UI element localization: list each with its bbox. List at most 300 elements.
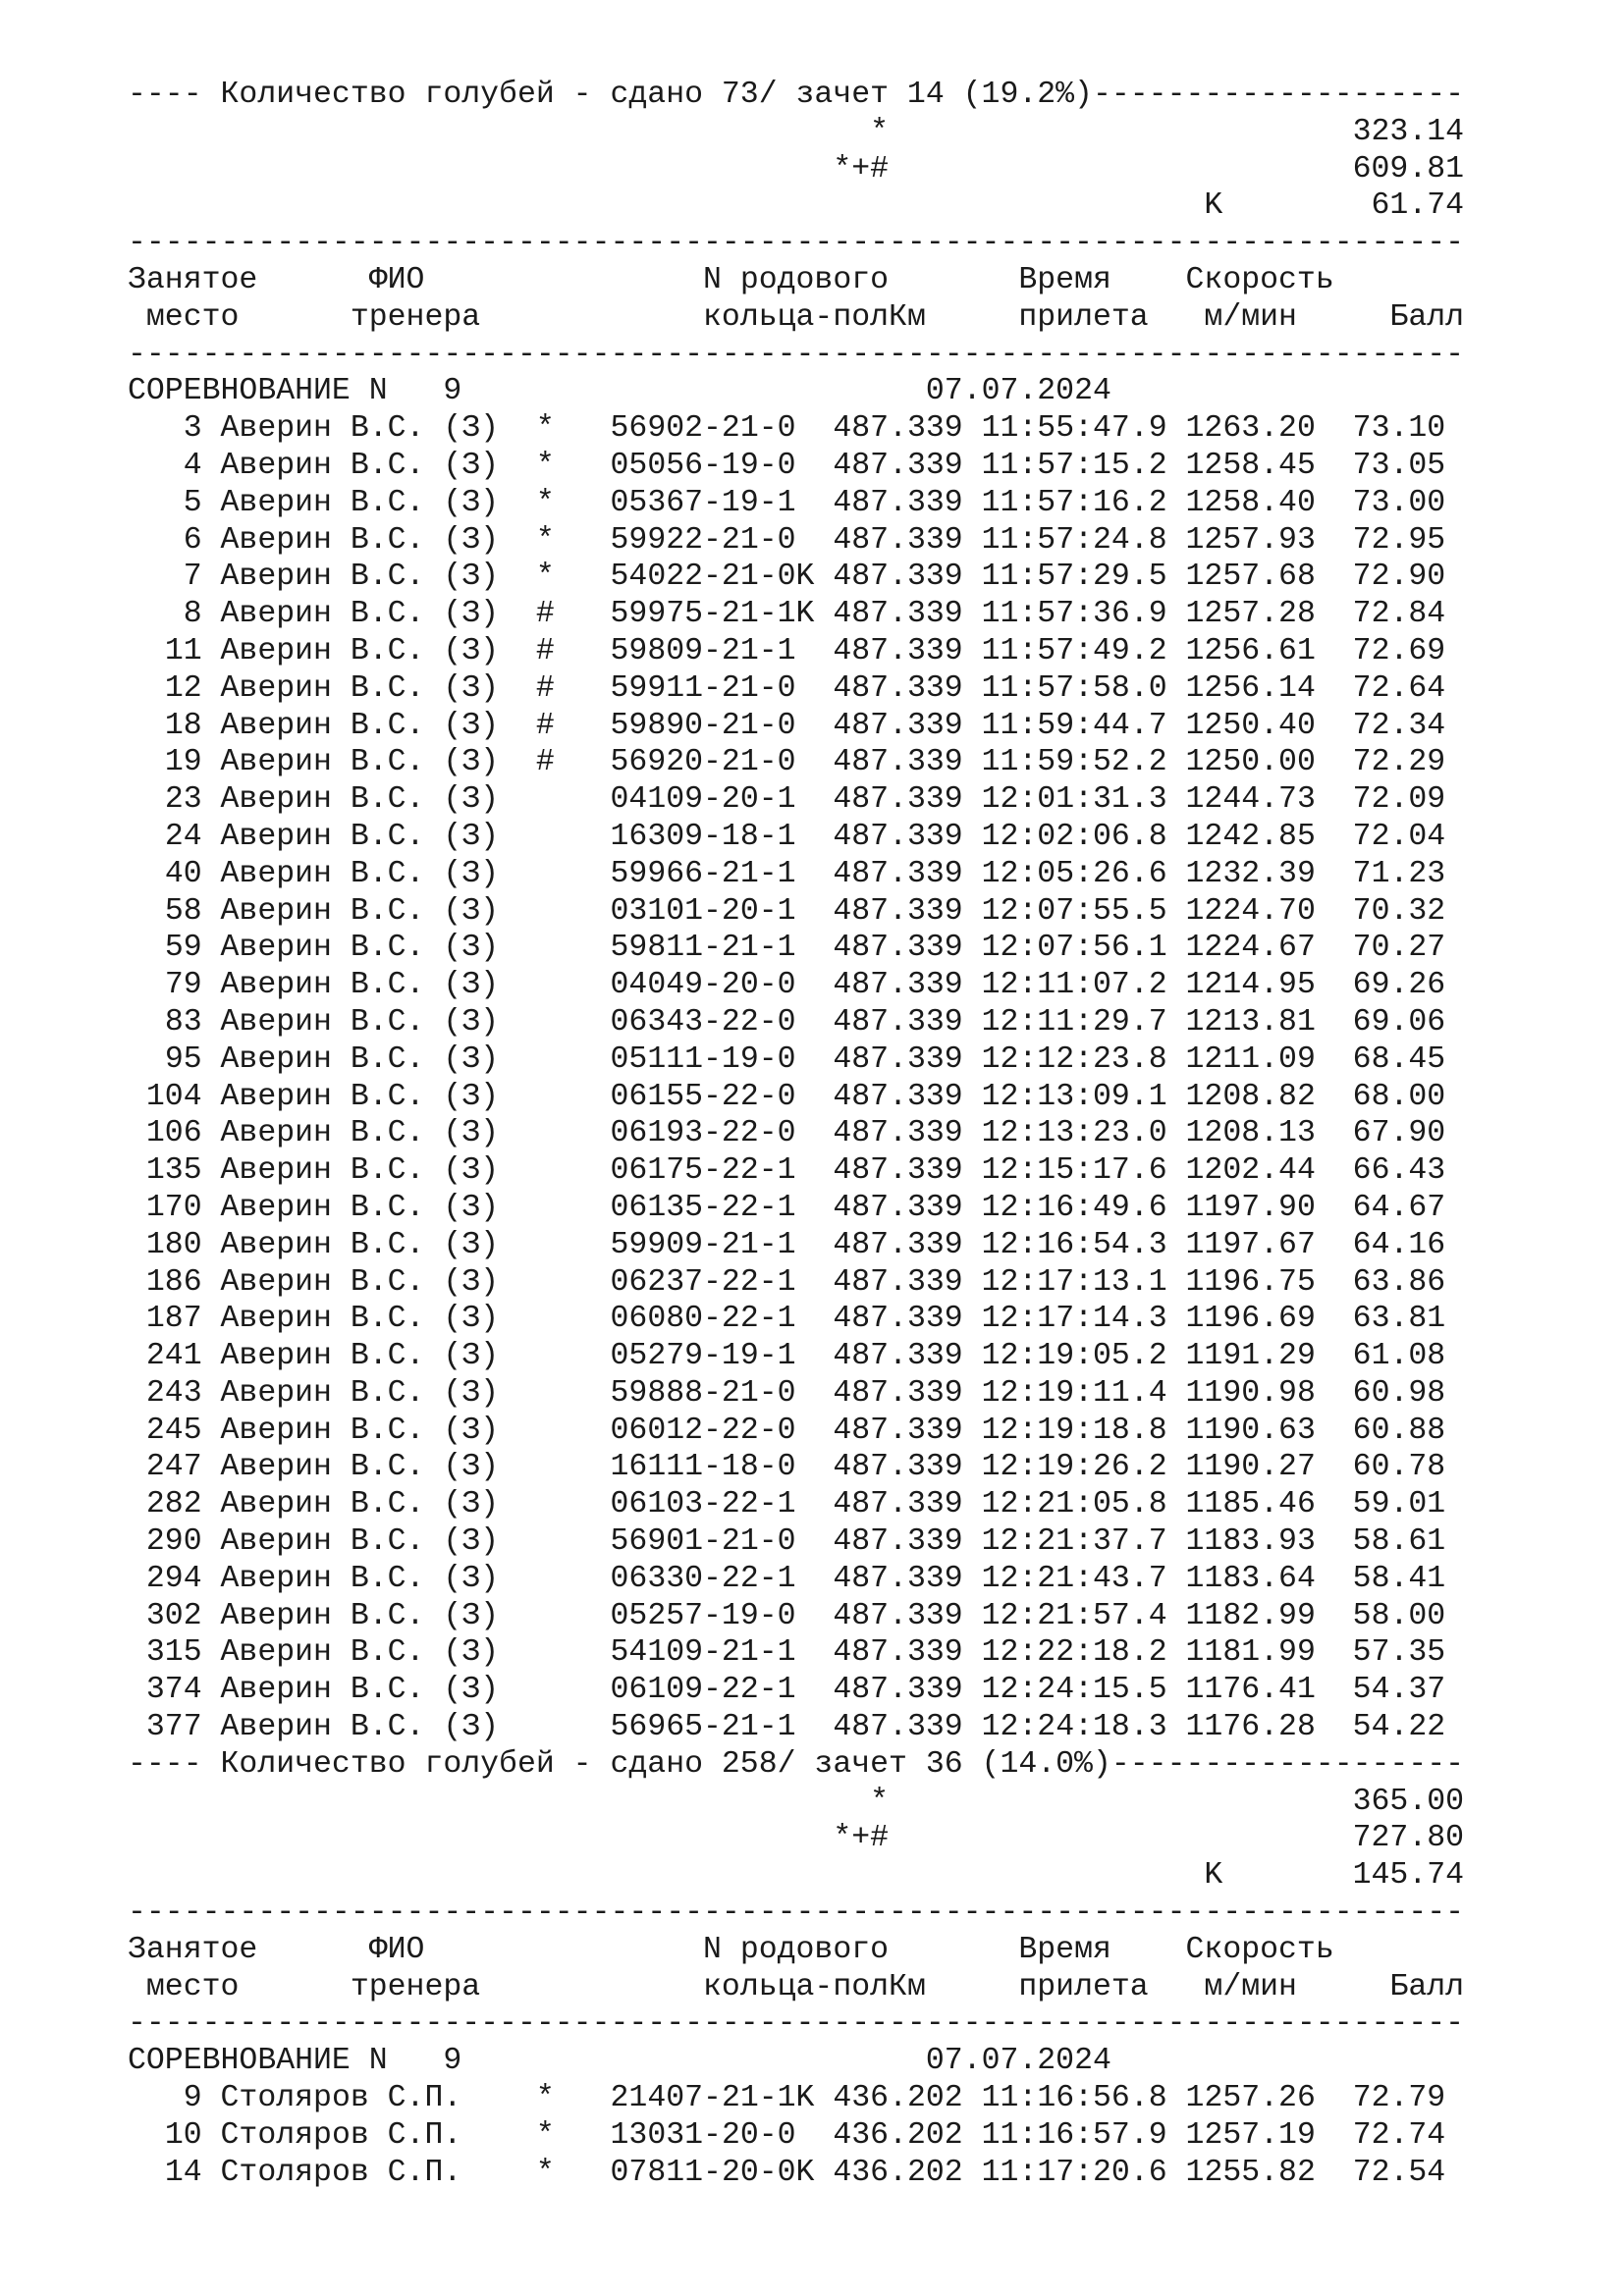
place-cell: 243 xyxy=(145,1375,202,1411)
score-cell: 72.69 xyxy=(1352,633,1446,668)
ring-cell: 06237-22-1 xyxy=(610,1264,796,1300)
table-row xyxy=(128,448,1464,485)
speed-cell: 1255.82 xyxy=(1185,2155,1316,2190)
table-row xyxy=(128,744,1464,781)
ring-cell: 03101-20-1 xyxy=(610,893,796,929)
arrival-time-cell: 11:57:49.2 xyxy=(981,633,1167,668)
speed-cell: 1257.26 xyxy=(1185,2081,1316,2116)
table-row xyxy=(128,1561,1464,1598)
score-cell: 72.04 xyxy=(1352,819,1446,854)
score-cell: 70.27 xyxy=(1352,931,1446,966)
arrival-time-cell: 12:15:17.6 xyxy=(981,1153,1167,1189)
km-cell: 487.339 xyxy=(833,1264,963,1300)
divider: ------------------------------------------------------------------------ xyxy=(128,226,1465,261)
trainer-name-cell: Аверин В.С. (З) xyxy=(220,1339,500,1374)
score-cell: 72.64 xyxy=(1352,670,1446,706)
table-row xyxy=(128,856,1464,893)
km-cell: 487.339 xyxy=(833,1153,963,1189)
table-row xyxy=(128,410,1464,448)
speed-cell: 1183.64 xyxy=(1185,1561,1316,1596)
ring-cell: 56965-21-1 xyxy=(610,1710,796,1745)
table-row xyxy=(128,893,1464,931)
score-cell: 72.74 xyxy=(1352,2117,1446,2153)
trainer-name-cell: Аверин В.С. (З) xyxy=(220,522,500,558)
total-value: 727.80 xyxy=(1352,1821,1465,1856)
place-cell: 4 xyxy=(183,448,202,483)
place-cell: 135 xyxy=(145,1153,202,1189)
arrival-time-cell: 12:17:13.1 xyxy=(981,1264,1167,1300)
arrival-time-cell: 11:16:57.9 xyxy=(981,2117,1167,2153)
total-mark: * xyxy=(870,1784,890,1819)
arrival-time-cell: 12:05:26.6 xyxy=(981,856,1167,891)
arrival-time-cell: 12:21:57.4 xyxy=(981,1598,1167,1633)
trainer-name-cell: Аверин В.С. (З) xyxy=(220,670,500,706)
competition-label: СОРЕВНОВАНИЕ N xyxy=(128,374,388,409)
place-cell: 104 xyxy=(145,1079,202,1114)
ring-cell: 59922-21-0 xyxy=(610,522,796,558)
col-ring-header-2: кольца-пол xyxy=(703,299,890,335)
table-row xyxy=(128,1004,1464,1041)
score-cell: 63.81 xyxy=(1352,1302,1446,1337)
trainer-name-cell: Столяров С.П. xyxy=(220,2117,462,2153)
table-row xyxy=(128,670,1464,708)
speed-cell: 1256.14 xyxy=(1185,670,1316,706)
col-time-header-2: прилета xyxy=(1018,299,1149,335)
arrival-time-cell: 12:19:26.2 xyxy=(981,1450,1167,1485)
km-cell: 487.339 xyxy=(833,819,963,854)
table-row xyxy=(128,2117,1464,2155)
trainer-name-cell: Аверин В.С. (З) xyxy=(220,1264,500,1300)
header-row-1 xyxy=(128,1932,1464,1969)
table-row xyxy=(128,1264,1464,1302)
col-time-header: Время xyxy=(1018,1932,1111,1967)
arrival-time-cell: 12:21:37.7 xyxy=(981,1524,1167,1560)
speed-cell: 1257.93 xyxy=(1185,522,1316,558)
pigeon-count-text: ---- Количество голубей - сдано 73/ зачет 14 (19.2%)-------------------- xyxy=(128,78,1465,112)
km-cell: 487.339 xyxy=(833,1190,963,1225)
trainer-name-cell: Аверин В.С. (З) xyxy=(220,1524,500,1560)
score-cell: 64.16 xyxy=(1352,1227,1446,1262)
km-cell: 487.339 xyxy=(833,893,963,929)
col-name-header: ФИО xyxy=(368,1932,425,1967)
speed-cell: 1211.09 xyxy=(1185,1041,1316,1077)
score-cell: 60.88 xyxy=(1352,1413,1446,1448)
col-ring-header-2: кольца-пол xyxy=(703,1969,890,2004)
place-cell: 241 xyxy=(145,1339,202,1374)
arrival-time-cell: 12:21:05.8 xyxy=(981,1487,1167,1522)
arrival-time-cell: 11:57:29.5 xyxy=(981,560,1167,595)
ring-cell: 59966-21-1 xyxy=(610,856,796,891)
total-mark: *+# xyxy=(833,1821,890,1856)
km-cell: 487.339 xyxy=(833,1227,963,1262)
score-cell: 72.29 xyxy=(1352,745,1446,780)
score-cell: 58.00 xyxy=(1352,1598,1446,1633)
trainer-name-cell: Аверин В.С. (З) xyxy=(220,1413,500,1448)
km-cell: 487.339 xyxy=(833,1524,963,1560)
arrival-time-cell: 12:19:11.4 xyxy=(981,1375,1167,1411)
mark-cell: * xyxy=(535,485,555,520)
place-cell: 315 xyxy=(145,1635,202,1671)
place-cell: 79 xyxy=(164,968,202,1003)
trainer-name-cell: Аверин В.С. (З) xyxy=(220,1673,500,1708)
arrival-time-cell: 12:12:23.8 xyxy=(981,1041,1167,1077)
arrival-time-cell: 12:22:18.2 xyxy=(981,1635,1167,1671)
ring-cell: 56920-21-0 xyxy=(610,745,796,780)
mark-cell: * xyxy=(535,411,555,447)
km-cell: 487.339 xyxy=(833,670,963,706)
speed-cell: 1196.75 xyxy=(1185,1264,1316,1300)
ring-cell: 06330-22-1 xyxy=(610,1561,796,1596)
ring-cell: 06175-22-1 xyxy=(610,1153,796,1189)
km-cell: 487.339 xyxy=(833,782,963,818)
arrival-time-cell: 12:13:23.0 xyxy=(981,1116,1167,1151)
score-cell: 58.41 xyxy=(1352,1561,1446,1596)
col-time-header-2: прилета xyxy=(1018,1969,1149,2004)
trainer-name-cell: Аверин В.С. (З) xyxy=(220,1116,500,1151)
divider-line xyxy=(128,337,1464,374)
total-mark: K xyxy=(1204,1858,1223,1894)
col-km-header: Км xyxy=(889,299,926,335)
ring-cell: 05056-19-0 xyxy=(610,448,796,483)
ring-cell: 16111-18-0 xyxy=(610,1450,796,1485)
col-km-header: Км xyxy=(889,1969,926,2004)
speed-cell: 1224.70 xyxy=(1185,893,1316,929)
arrival-time-cell: 11:16:56.8 xyxy=(981,2081,1167,2116)
header-row-2 xyxy=(128,1969,1464,2006)
speed-cell: 1257.28 xyxy=(1185,597,1316,632)
table-row xyxy=(128,559,1464,596)
speed-cell: 1208.82 xyxy=(1185,1079,1316,1114)
km-cell: 487.339 xyxy=(833,1375,963,1411)
divider: ------------------------------------------------------------------------ xyxy=(128,2006,1465,2042)
total-line xyxy=(128,187,1464,225)
col-speed-header: Скорость xyxy=(1185,1932,1334,1967)
speed-cell: 1185.46 xyxy=(1185,1487,1316,1522)
ring-cell: 04109-20-1 xyxy=(610,782,796,818)
ring-cell: 06109-22-1 xyxy=(610,1673,796,1708)
score-cell: 57.35 xyxy=(1352,1635,1446,1671)
col-place-header-2: место xyxy=(145,1969,240,2004)
results-printout xyxy=(128,77,1464,2191)
total-line xyxy=(128,1784,1464,1821)
ring-cell: 04049-20-0 xyxy=(610,968,796,1003)
km-cell: 487.339 xyxy=(833,411,963,447)
arrival-time-cell: 12:16:54.3 xyxy=(981,1227,1167,1262)
arrival-time-cell: 12:02:06.8 xyxy=(981,819,1167,854)
speed-cell: 1242.85 xyxy=(1185,819,1316,854)
table-row xyxy=(128,1338,1464,1375)
ring-cell: 21407-21-1K xyxy=(610,2081,815,2116)
ring-cell: 59888-21-0 xyxy=(610,1375,796,1411)
km-cell: 487.339 xyxy=(833,597,963,632)
score-cell: 72.95 xyxy=(1352,522,1446,558)
km-cell: 487.339 xyxy=(833,448,963,483)
place-cell: 95 xyxy=(164,1041,202,1077)
trainer-name-cell: Аверин В.С. (З) xyxy=(220,856,500,891)
place-cell: 374 xyxy=(145,1673,202,1708)
col-name-header-2: тренера xyxy=(350,1969,481,2004)
km-cell: 487.339 xyxy=(833,708,963,743)
place-cell: 14 xyxy=(164,2155,202,2190)
score-cell: 72.90 xyxy=(1352,560,1446,595)
place-cell: 187 xyxy=(145,1302,202,1337)
km-cell: 487.339 xyxy=(833,1079,963,1114)
score-cell: 72.54 xyxy=(1352,2155,1446,2190)
trainer-name-cell: Аверин В.С. (З) xyxy=(220,1487,500,1522)
ring-cell: 06193-22-0 xyxy=(610,1116,796,1151)
trainer-name-cell: Аверин В.С. (З) xyxy=(220,1041,500,1077)
speed-cell: 1190.27 xyxy=(1185,1450,1316,1485)
divider-line xyxy=(128,1895,1464,1932)
speed-cell: 1208.13 xyxy=(1185,1116,1316,1151)
trainer-name-cell: Аверин В.С. (З) xyxy=(220,1004,500,1040)
table-row xyxy=(128,930,1464,967)
speed-cell: 1256.61 xyxy=(1185,633,1316,668)
trainer-name-cell: Аверин В.С. (З) xyxy=(220,1190,500,1225)
table-row xyxy=(128,1152,1464,1190)
total-value: 365.00 xyxy=(1352,1784,1465,1819)
mark-cell: * xyxy=(535,560,555,595)
table-row xyxy=(128,1598,1464,1635)
arrival-time-cell: 12:07:55.5 xyxy=(981,893,1167,929)
place-cell: 170 xyxy=(145,1190,202,1225)
speed-cell: 1196.69 xyxy=(1185,1302,1316,1337)
table-row xyxy=(128,1375,1464,1413)
competition-label: СОРЕВНОВАНИЕ N xyxy=(128,2044,388,2079)
trainer-name-cell: Аверин В.С. (З) xyxy=(220,633,500,668)
competition-line xyxy=(128,2043,1464,2080)
speed-cell: 1183.93 xyxy=(1185,1524,1316,1560)
km-cell: 487.339 xyxy=(833,1710,963,1745)
total-value: 609.81 xyxy=(1352,151,1465,187)
arrival-time-cell: 12:11:07.2 xyxy=(981,968,1167,1003)
speed-cell: 1191.29 xyxy=(1185,1339,1316,1374)
score-cell: 61.08 xyxy=(1352,1339,1446,1374)
total-line xyxy=(128,1857,1464,1895)
header-row-2 xyxy=(128,299,1464,337)
trainer-name-cell: Аверин В.С. (З) xyxy=(220,411,500,447)
arrival-time-cell: 12:13:09.1 xyxy=(981,1079,1167,1114)
km-cell: 487.339 xyxy=(833,968,963,1003)
table-row xyxy=(128,1449,1464,1486)
place-cell: 6 xyxy=(183,522,202,558)
col-ring-header: N родового xyxy=(703,1932,890,1967)
competition-line xyxy=(128,373,1464,410)
score-cell: 59.01 xyxy=(1352,1487,1446,1522)
arrival-time-cell: 12:19:18.8 xyxy=(981,1413,1167,1448)
total-mark: K xyxy=(1204,188,1223,224)
col-speed-header: Скорость xyxy=(1185,262,1334,297)
place-cell: 12 xyxy=(164,670,202,706)
km-cell: 436.202 xyxy=(833,2117,963,2153)
mark-cell: * xyxy=(535,2155,555,2190)
table-row xyxy=(128,781,1464,819)
speed-cell: 1190.98 xyxy=(1185,1375,1316,1411)
arrival-time-cell: 11:57:15.2 xyxy=(981,448,1167,483)
table-row xyxy=(128,1413,1464,1450)
col-name-header-2: тренера xyxy=(350,299,481,335)
speed-cell: 1213.81 xyxy=(1185,1004,1316,1040)
col-speed-header-2: м/мин xyxy=(1204,1969,1297,2004)
speed-cell: 1244.73 xyxy=(1185,782,1316,818)
col-place-header-2: место xyxy=(145,299,240,335)
speed-cell: 1190.63 xyxy=(1185,1413,1316,1448)
speed-cell: 1181.99 xyxy=(1185,1635,1316,1671)
ring-cell: 59890-21-0 xyxy=(610,708,796,743)
place-cell: 247 xyxy=(145,1450,202,1485)
arrival-time-cell: 11:59:44.7 xyxy=(981,708,1167,743)
header-row-1 xyxy=(128,262,1464,299)
place-cell: 24 xyxy=(164,819,202,854)
table-row xyxy=(128,1041,1464,1079)
place-cell: 23 xyxy=(164,782,202,818)
place-cell: 11 xyxy=(164,633,202,668)
km-cell: 487.339 xyxy=(833,1598,963,1633)
place-cell: 8 xyxy=(183,597,202,632)
place-cell: 5 xyxy=(183,485,202,520)
total-value: 145.74 xyxy=(1352,1858,1465,1894)
score-cell: 58.61 xyxy=(1352,1524,1446,1560)
trainer-name-cell: Аверин В.С. (З) xyxy=(220,448,500,483)
table-row xyxy=(128,708,1464,745)
col-speed-header-2: м/мин xyxy=(1204,299,1297,335)
mark-cell: * xyxy=(535,448,555,483)
table-row xyxy=(128,2155,1464,2192)
table-row xyxy=(128,1523,1464,1561)
trainer-name-cell: Аверин В.С. (З) xyxy=(220,782,500,818)
trainer-name-cell: Аверин В.С. (З) xyxy=(220,968,500,1003)
table-row xyxy=(128,1227,1464,1264)
mark-cell: # xyxy=(535,745,555,780)
speed-cell: 1197.90 xyxy=(1185,1190,1316,1225)
ring-cell: 06155-22-0 xyxy=(610,1079,796,1114)
score-cell: 69.26 xyxy=(1352,968,1446,1003)
divider: ------------------------------------------------------------------------ xyxy=(128,337,1465,372)
place-cell: 9 xyxy=(183,2081,202,2116)
table-row xyxy=(128,1190,1464,1227)
arrival-time-cell: 12:17:14.3 xyxy=(981,1302,1167,1337)
ring-cell: 05257-19-0 xyxy=(610,1598,796,1633)
arrival-time-cell: 12:01:31.3 xyxy=(981,782,1167,818)
arrival-time-cell: 11:57:24.8 xyxy=(981,522,1167,558)
competition-number: 9 xyxy=(443,2044,462,2079)
speed-cell: 1197.67 xyxy=(1185,1227,1316,1262)
col-score-header: Балл xyxy=(1389,1969,1465,2004)
trainer-name-cell: Аверин В.С. (З) xyxy=(220,560,500,595)
score-cell: 72.84 xyxy=(1352,597,1446,632)
trainer-name-cell: Аверин В.С. (З) xyxy=(220,485,500,520)
trainer-name-cell: Аверин В.С. (З) xyxy=(220,1710,500,1745)
table-row xyxy=(128,967,1464,1004)
mark-cell: # xyxy=(535,597,555,632)
total-line xyxy=(128,151,1464,188)
score-cell: 73.05 xyxy=(1352,448,1446,483)
trainer-name-cell: Аверин В.С. (З) xyxy=(220,1302,500,1337)
place-cell: 302 xyxy=(145,1598,202,1633)
table-row xyxy=(128,2080,1464,2117)
place-cell: 186 xyxy=(145,1264,202,1300)
place-cell: 40 xyxy=(164,856,202,891)
km-cell: 487.339 xyxy=(833,522,963,558)
table-row xyxy=(128,485,1464,522)
arrival-time-cell: 12:07:56.1 xyxy=(981,931,1167,966)
score-cell: 64.67 xyxy=(1352,1190,1446,1225)
score-cell: 72.09 xyxy=(1352,782,1446,818)
km-cell: 487.339 xyxy=(833,560,963,595)
km-cell: 487.339 xyxy=(833,1041,963,1077)
speed-cell: 1232.39 xyxy=(1185,856,1316,891)
trainer-name-cell: Аверин В.С. (З) xyxy=(220,1450,500,1485)
km-cell: 487.339 xyxy=(833,1450,963,1485)
mark-cell: * xyxy=(535,2117,555,2153)
mark-cell: # xyxy=(535,633,555,668)
place-cell: 83 xyxy=(164,1004,202,1040)
km-cell: 436.202 xyxy=(833,2081,963,2116)
score-cell: 71.23 xyxy=(1352,856,1446,891)
place-cell: 3 xyxy=(183,411,202,447)
table-row xyxy=(128,1115,1464,1152)
km-cell: 436.202 xyxy=(833,2155,963,2190)
table-row xyxy=(128,1301,1464,1338)
trainer-name-cell: Аверин В.С. (З) xyxy=(220,1598,500,1633)
place-cell: 294 xyxy=(145,1561,202,1596)
speed-cell: 1202.44 xyxy=(1185,1153,1316,1189)
arrival-time-cell: 12:24:15.5 xyxy=(981,1673,1167,1708)
km-cell: 487.339 xyxy=(833,1004,963,1040)
km-cell: 487.339 xyxy=(833,1339,963,1374)
ring-cell: 06343-22-0 xyxy=(610,1004,796,1040)
place-cell: 59 xyxy=(164,931,202,966)
ring-cell: 59909-21-1 xyxy=(610,1227,796,1262)
trainer-name-cell: Аверин В.С. (З) xyxy=(220,931,500,966)
speed-cell: 1257.68 xyxy=(1185,560,1316,595)
speed-cell: 1224.67 xyxy=(1185,931,1316,966)
trainer-name-cell: Аверин В.С. (З) xyxy=(220,1635,500,1671)
ring-cell: 56902-21-0 xyxy=(610,411,796,447)
ring-cell: 07811-20-0K xyxy=(610,2155,815,2190)
arrival-time-cell: 12:16:49.6 xyxy=(981,1190,1167,1225)
divider-line xyxy=(128,225,1464,262)
score-cell: 63.86 xyxy=(1352,1264,1446,1300)
col-place-header: Занятое xyxy=(128,1932,258,1967)
arrival-time-cell: 11:57:36.9 xyxy=(981,597,1167,632)
trainer-name-cell: Аверин В.С. (З) xyxy=(220,597,500,632)
mark-cell: # xyxy=(535,670,555,706)
place-cell: 106 xyxy=(145,1116,202,1151)
trainer-name-cell: Аверин В.С. (З) xyxy=(220,893,500,929)
speed-cell: 1257.19 xyxy=(1185,2117,1316,2153)
score-cell: 67.90 xyxy=(1352,1116,1446,1151)
arrival-time-cell: 11:57:58.0 xyxy=(981,670,1167,706)
trainer-name-cell: Аверин В.С. (З) xyxy=(220,708,500,743)
pigeon-count-line xyxy=(128,77,1464,114)
speed-cell: 1263.20 xyxy=(1185,411,1316,447)
total-value: 323.14 xyxy=(1352,114,1465,149)
place-cell: 19 xyxy=(164,745,202,780)
ring-cell: 56901-21-0 xyxy=(610,1524,796,1560)
arrival-time-cell: 11:17:20.6 xyxy=(981,2155,1167,2190)
trainer-name-cell: Столяров С.П. xyxy=(220,2155,462,2190)
place-cell: 58 xyxy=(164,893,202,929)
total-value: 61.74 xyxy=(1371,188,1465,224)
speed-cell: 1176.41 xyxy=(1185,1673,1316,1708)
table-row xyxy=(128,1634,1464,1672)
km-cell: 487.339 xyxy=(833,1561,963,1596)
ring-cell: 59809-21-1 xyxy=(610,633,796,668)
place-cell: 7 xyxy=(183,560,202,595)
trainer-name-cell: Аверин В.С. (З) xyxy=(220,1153,500,1189)
ring-cell: 05111-19-0 xyxy=(610,1041,796,1077)
